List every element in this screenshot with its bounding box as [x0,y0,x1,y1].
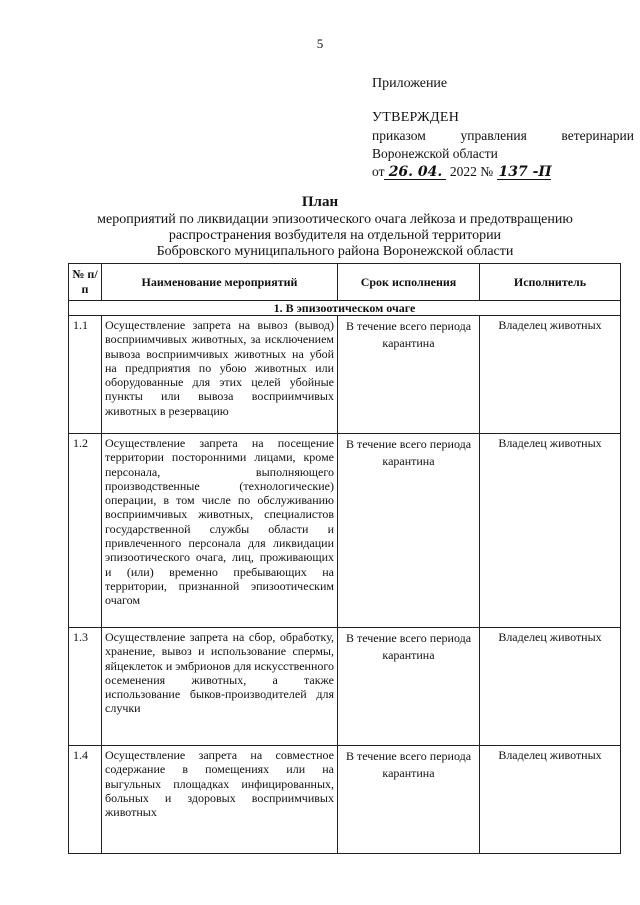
plan-subtitle-line-1: мероприятий по ликвидации эпизоотического очага лейкоза и предотвращению [97,212,573,227]
row-term: В течение всего периода карантина [338,434,480,628]
row-executor: Владелец животных [480,434,621,628]
row-measure: Осуществление запрета на сбор, обработку, хранение, вывоз и использование спермы, яйцеклеток и эмбрионов для искусственного осеменения животных, а также использование быков-производителей для случки [102,628,338,746]
section-title: 1. В эпизоотическом очаге [69,301,621,316]
table-row [69,746,621,854]
row-measure: Осуществление запрета на вывоз (вывод) восприимчивых животных, за исключением вывоза восприимчивых животных на убой на предприятия по убою животных или оборудованные для этих целей убойные пункты или вывоза восприимчивых животных в резервацию [102,316,338,434]
column-header-number: № п/п [69,264,102,301]
column-header-executor: Исполнитель [480,264,621,301]
row-number: 1.2 [69,434,102,628]
order-date-line [372,163,634,181]
measures-table [68,263,621,854]
section-row [69,301,621,316]
row-executor: Владелец животных [480,746,621,854]
order-prefix: от [372,164,385,179]
row-number: 1.3 [69,628,102,746]
column-header-name: Наименование мероприятий [102,264,338,301]
column-header-term: Срок исполнения [338,264,480,301]
table-row [69,628,621,746]
row-term: В течение всего периода карантина [338,746,480,854]
row-number: 1.4 [69,746,102,854]
table-header-row [69,264,621,301]
order-line-2: Воронежской области [372,146,498,161]
order-year: 2022 № [449,164,494,179]
order-date-handwritten: 26. 04. [384,165,446,180]
table-row [69,434,621,628]
row-measure: Осуществление запрета на посещение территории посторонними лицами, кроме персонала, выполняющего производственные (технологические) операции, в том числе по обслуживанию восприимчивых животных, специалистов государственной службы области и привлеченного персонала для ликвидации эпизоотического очага, лиц, проживающих и (или) временно пребывающих на территории, признанной эпизоотическим очагом [102,434,338,628]
order-line-1: приказом управления ветеринарии [372,128,634,143]
plan-title: План [301,194,339,210]
row-number: 1.1 [69,316,102,434]
plan-subtitle-line-3: Бобровского муниципального района Воронежской области [156,244,514,259]
order-block [372,127,634,181]
page-number: 5 [316,36,324,51]
order-number-handwritten: 137 -П [498,164,552,180]
table-row [69,316,621,434]
row-term: В течение всего периода карантина [338,628,480,746]
row-executor: Владелец животных [480,628,621,746]
plan-subtitle [70,212,600,260]
row-executor: Владелец животных [480,316,621,434]
plan-subtitle-line-2: распространения возбудителя на отдельной территории [168,228,502,243]
appendix-label: Приложение [372,76,448,91]
row-measure: Осуществление запрета на совместное содержание в помещениях или на выгульных площадках инфицированных, больных и здоровых восприимчивых животных [102,746,338,854]
approved-label: УТВЕРЖДЕН [372,110,460,125]
row-term: В течение всего периода карантина [338,316,480,434]
